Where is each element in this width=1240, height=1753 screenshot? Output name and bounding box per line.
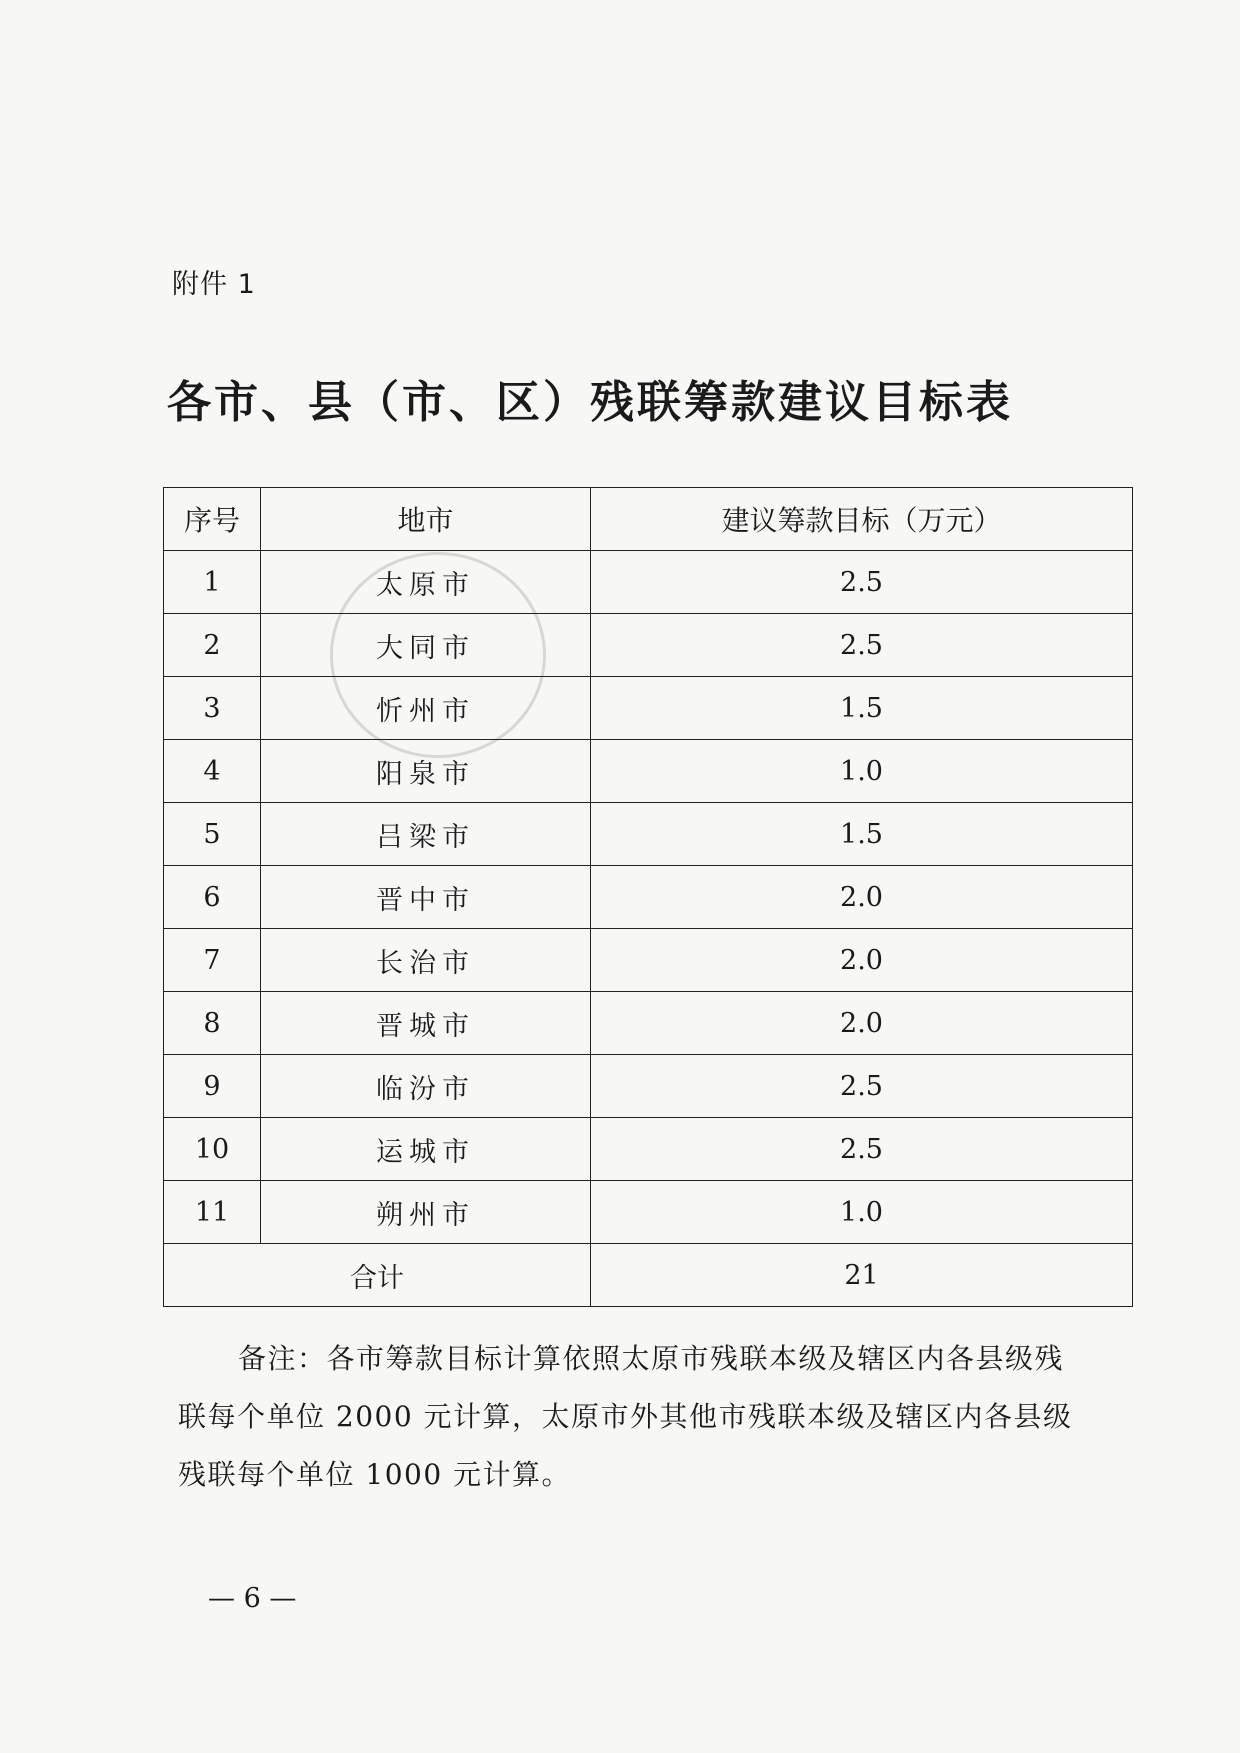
row-city: 临汾市 <box>261 1055 591 1118</box>
row-city: 运城市 <box>261 1118 591 1181</box>
page-number: — 6 — <box>208 1583 297 1614</box>
row-target: 1.5 <box>591 677 1133 740</box>
remarks-paragraph: 备注：各市筹款目标计算依照太原市残联本级及辖区内各县级残联每个单位 2000 元计算，太原市外其他市残联本级及辖区内各县级残联每个单位 1000 元计算。 <box>178 1342 1073 1491</box>
row-no: 8 <box>164 992 261 1055</box>
row-target: 2.5 <box>591 551 1133 614</box>
attachment-label: 附件 1 <box>172 269 256 300</box>
table-row <box>164 929 1133 992</box>
header-city: 地市 <box>261 488 591 551</box>
row-no: 7 <box>164 929 261 992</box>
table-header-row <box>164 488 1133 551</box>
table-row <box>164 677 1133 740</box>
row-no: 9 <box>164 1055 261 1118</box>
row-no: 3 <box>164 677 261 740</box>
row-target: 1.0 <box>591 1181 1133 1244</box>
row-city: 朔州市 <box>261 1181 591 1244</box>
header-no: 序号 <box>164 488 261 551</box>
row-no: 10 <box>164 1118 261 1181</box>
row-target: 1.5 <box>591 803 1133 866</box>
total-value: 21 <box>591 1244 1133 1307</box>
row-target: 2.0 <box>591 992 1133 1055</box>
row-city: 吕梁市 <box>261 803 591 866</box>
table-row <box>164 740 1133 803</box>
row-no: 1 <box>164 551 261 614</box>
row-target: 2.5 <box>591 1055 1133 1118</box>
table-total-row <box>164 1244 1133 1307</box>
total-label: 合计 <box>164 1244 591 1307</box>
row-no: 2 <box>164 614 261 677</box>
row-target: 2.0 <box>591 929 1133 992</box>
row-city: 晋城市 <box>261 992 591 1055</box>
row-no: 6 <box>164 866 261 929</box>
row-target: 2.5 <box>591 1118 1133 1181</box>
row-city: 大同市 <box>261 614 591 677</box>
row-city: 忻州市 <box>261 677 591 740</box>
fundraising-target-table <box>163 487 1133 1307</box>
row-city: 晋中市 <box>261 866 591 929</box>
row-target: 1.0 <box>591 740 1133 803</box>
row-no: 11 <box>164 1181 261 1244</box>
row-target: 2.0 <box>591 866 1133 929</box>
row-city: 长治市 <box>261 929 591 992</box>
table-row <box>164 551 1133 614</box>
row-target: 2.5 <box>591 614 1133 677</box>
row-no: 4 <box>164 740 261 803</box>
table-row <box>164 1055 1133 1118</box>
table-row <box>164 1181 1133 1244</box>
header-target: 建议筹款目标（万元） <box>591 488 1133 551</box>
document-title: 各市、县（市、区）残联筹款建议目标表 <box>167 377 1013 428</box>
table-row <box>164 614 1133 677</box>
table-row <box>164 803 1133 866</box>
row-city: 太原市 <box>261 551 591 614</box>
row-no: 5 <box>164 803 261 866</box>
row-city: 阳泉市 <box>261 740 591 803</box>
table-row <box>164 1118 1133 1181</box>
table-row <box>164 992 1133 1055</box>
table-row <box>164 866 1133 929</box>
